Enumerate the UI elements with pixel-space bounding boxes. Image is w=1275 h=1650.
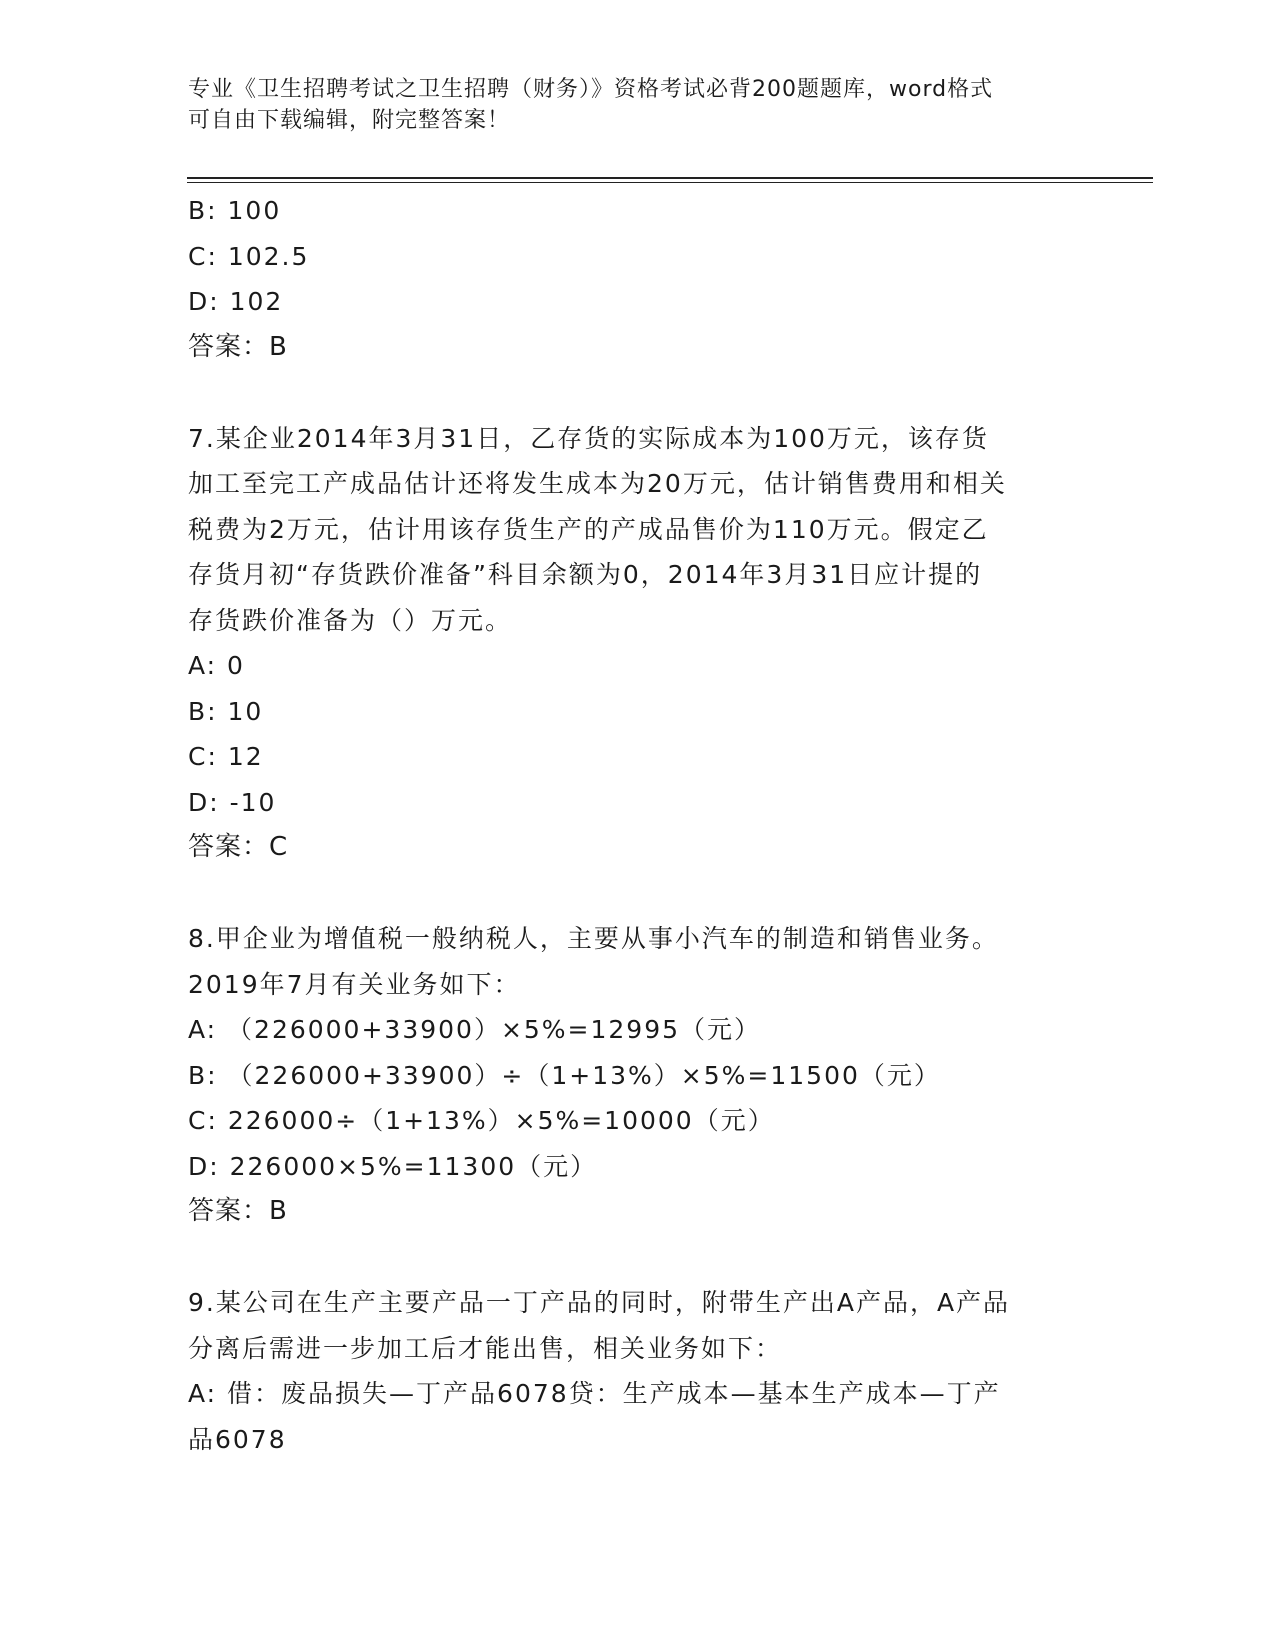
- question-text-line: 分离后需进一步加工后才能出售，相关业务如下：: [188, 1333, 783, 1363]
- header-divider-thick: [187, 177, 1153, 179]
- option-c: C: 102.5: [188, 241, 310, 271]
- answer-line: 答案：C: [188, 832, 289, 862]
- spacer: [188, 370, 1088, 416]
- answer-line: 答案：B: [188, 1196, 288, 1226]
- question-text-line: 8.甲企业为增值税一般纳税人，主要从事小汽车的制造和销售业务。: [188, 924, 999, 953]
- question-text-line: 税费为2万元，估计用该存货生产的产成品售价为110万元。假定乙: [188, 514, 989, 544]
- question-text-line: 存货月初“存货跌价准备”科目余额为0，2014年3月31日应计提的: [188, 560, 983, 589]
- question-9: [188, 1280, 1088, 1462]
- option-a: A: （226000+33900）×5%=12995（元）: [188, 1015, 762, 1044]
- option-b: B: 100: [188, 196, 282, 225]
- header-title-line-2: 可自由下载编辑，附完整答案！: [188, 108, 511, 133]
- option-a: A: 0: [188, 651, 245, 680]
- question-text-line: 9.某公司在生产主要产品一丁产品的同时，附带生产出A产品，A产品: [188, 1288, 1011, 1317]
- question-text-line: 存货跌价准备为（）万元。: [188, 605, 513, 635]
- option-a-continued: 品6078: [188, 1424, 287, 1454]
- spacer: [188, 871, 1088, 917]
- option-b: B: （226000+33900）÷（1+13%）×5%=11500（元）: [188, 1060, 941, 1090]
- question-text-line: 加工至完工产成品估计还将发生成本为20万元，估计销售费用和相关: [188, 469, 1007, 498]
- option-d: D: -10: [188, 787, 277, 817]
- document-header: [188, 74, 1068, 136]
- spacer: [188, 1235, 1088, 1281]
- question-7: [188, 416, 1088, 871]
- question-text-line: 2019年7月有关业务如下：: [188, 969, 521, 999]
- header-title-line-1: 专业《卫生招聘考试之卫生招聘（财务）》资格考试必背200题题库，word格式: [188, 77, 994, 102]
- question-text-line: 7.某企业2014年3月31日，乙存货的实际成本为100万元，该存货: [188, 423, 989, 453]
- option-d: D: 102: [188, 287, 284, 316]
- option-a: A: 借：废品损失—丁产品6078贷：生产成本—基本生产成本—丁产: [188, 1379, 1001, 1408]
- question-8: [188, 916, 1088, 1235]
- option-d: D: 226000×5%=11300（元）: [188, 1151, 598, 1181]
- question-list: [188, 188, 1088, 1462]
- option-c: C: 12: [188, 742, 264, 771]
- answer-line: 答案：B: [188, 331, 288, 362]
- option-c: C: 226000÷（1+13%）×5%=10000（元）: [188, 1106, 775, 1135]
- header-divider-thin: [187, 182, 1153, 183]
- question-6-tail: [188, 188, 1088, 370]
- option-b: B: 10: [188, 696, 264, 726]
